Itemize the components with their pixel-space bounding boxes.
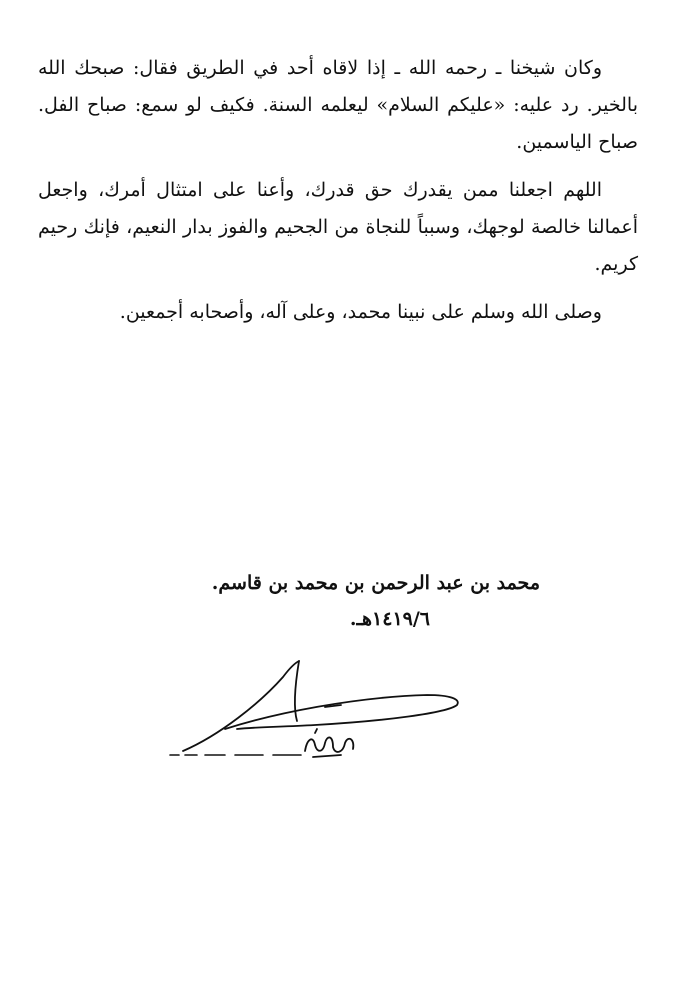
hijri-date: ١٤١٩/٦هـ. (349, 608, 430, 630)
body-text (38, 50, 638, 342)
author-name: محمد بن عبد الرحمن بن محمد بن قاسم. (211, 572, 540, 594)
paragraph-closing-prayer: وصلى الله وسلم على نبينا محمد، وعلى آله، وأصحابه أجمعين. (119, 301, 602, 323)
paragraph-sheikh-greeting: وكان شيخنا ـ رحمه الله ـ إذا لاقاه أحد في الطريق فقال: صبحك الله بالخير. رد عليه: «عليكم السلام» ليعلمه السنة. فكيف لو سمع: صباح الفل. صباح الياسمين. (38, 57, 638, 153)
handwritten-signature (165, 655, 485, 765)
paragraph-supplication: اللهم اجعلنا ممن يقدرك حق قدرك، وأعنا على امتثال أمرك، واجعل أعمالنا خالصة لوجهك، وسبباً للنجاة من الجحيم والفوز بدار النعيم، فإنك رحيم كريم. (38, 179, 638, 275)
author-signature-block (150, 565, 540, 637)
